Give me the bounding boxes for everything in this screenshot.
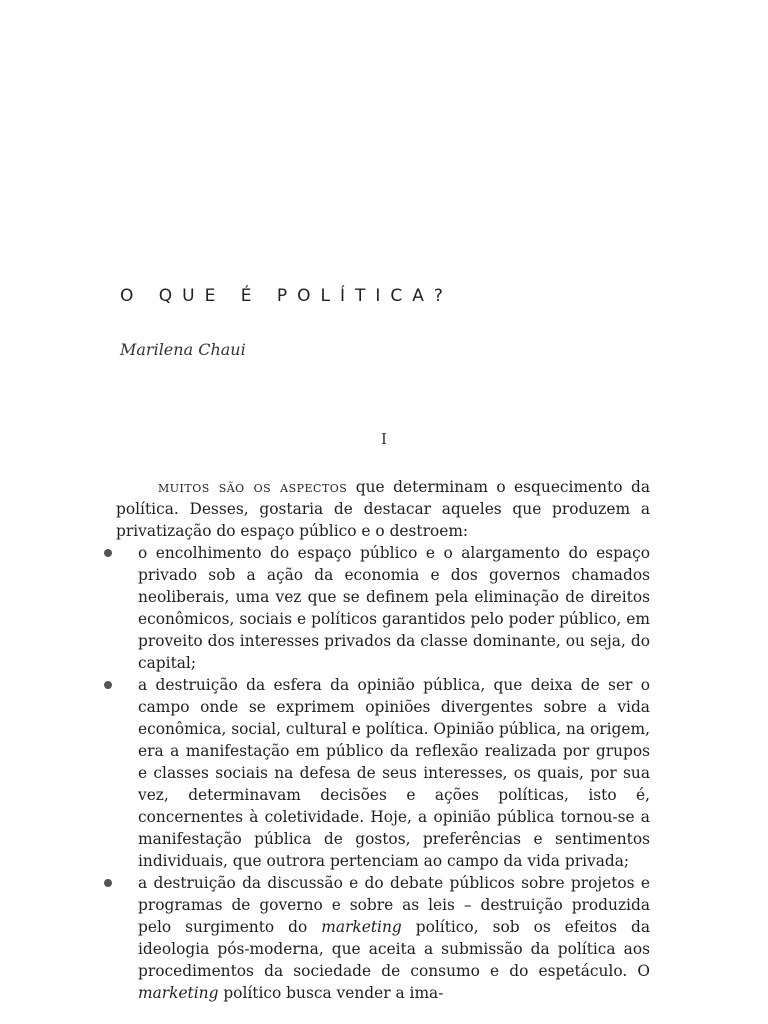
bullet-text-part: político busca vender a ima- (218, 984, 444, 1002)
bullet-item (116, 542, 650, 674)
bullet-list (116, 542, 650, 1004)
bullet-item (116, 872, 650, 1004)
intro-paragraph (116, 476, 650, 542)
bullet-text-part: político, sob os efeitos da ideologia pós-moderna, que aceita a submissão da política aos procedimentos da sociedade de consumo e do espetáculo. O (138, 918, 651, 980)
bullet-text: a destruição da esfera da opinião pública, que deixa de ser o campo onde se exprimem opiniões divergentes sobre a vida econômica, social, cultural e política. Opinião pública, na origem, era a manifestação em público da reflexão realizada por grupos e classes sociais na defesa de seus interesses, os quais, por sua vez, determinavam decisões e ações políticas, isto é, concernentes à coletividade. Hoje, a opinião pública tornou-se a manifestação pública de gostos, preferências e sentimentos individuais, que outrora pertenciam ao campo da vida privada; (138, 676, 650, 870)
bullet-icon (104, 681, 112, 689)
chapter-title: O QUE É POLÍTICA? (120, 286, 453, 306)
bullet-item (116, 674, 650, 872)
bullet-icon (104, 549, 112, 557)
body-text (116, 476, 650, 1004)
intro-smallcaps: muitos são os aspectos (158, 478, 348, 496)
bullet-text: o encolhimento do espaço público e o alargamento do espaço privado sob a ação da economia e dos governos chamados neoliberais, uma vez que se definem pela eliminação de direitos econômicos, sociais e políticos garantidos pelo poder público, em proveito dos interesses privados da classe dominante, ou seja, do capital; (138, 544, 650, 672)
intro-rest: que determinam o esquecimento da política. Desses, gostaria de destacar aqueles que produzem a privatização do espaço público e o destroem: (116, 478, 650, 540)
bullet-text-part: a destruição da discussão e do debate públicos sobre projetos e programas de governo e sobre as leis – destruição produzida pelo surgimento do (138, 874, 650, 936)
chapter-author: Marilena Chaui (120, 340, 246, 359)
bullet-emphasis: marketing (138, 984, 219, 1002)
bullet-icon (104, 879, 112, 887)
bullet-emphasis: marketing (321, 918, 402, 936)
section-number: I (381, 430, 387, 448)
